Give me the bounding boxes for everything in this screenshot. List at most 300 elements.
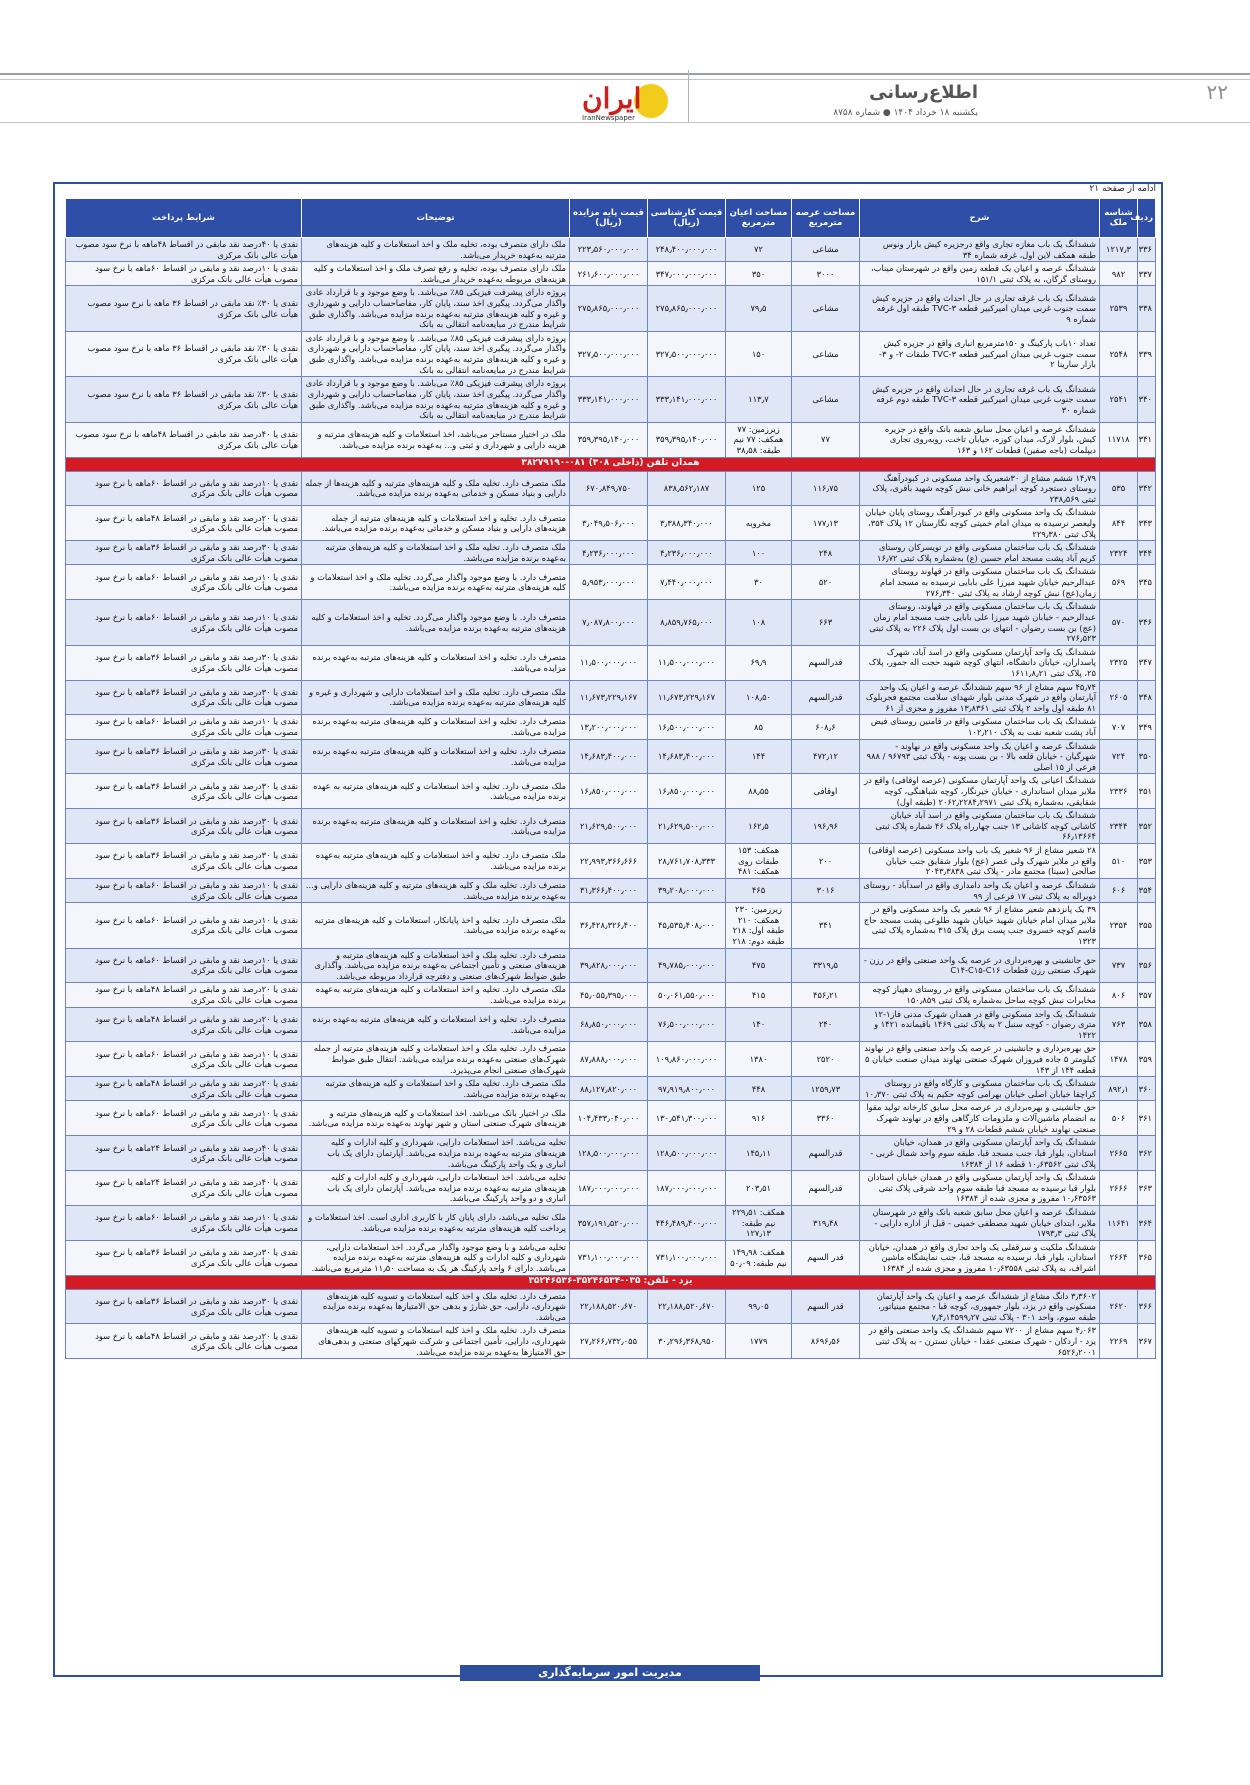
table-row — [66, 471, 1156, 506]
cell-property-id: ۲۵۳۹ — [1100, 286, 1138, 331]
cell-notes: تخلیه می‌باشد و با وضع موجود واگذار می‌گردد. اخذ استعلامات دارایی، شهرداری و کلیه ادارات و کلیه هزینه‌های مترتبه به‌عهده برنده مزایده می‌باشد. دارای ۶ واحد پارکینگ هر یک به مساحت ۱۱٫۵۰ مترمربع می‌باشد. — [302, 1240, 570, 1275]
cell-base-price: ۳۹٫۸۲۸٫۰۰۰٫۰۰۰ — [570, 948, 648, 983]
cell-land-area: ۲۴۸ — [792, 541, 860, 565]
table-row — [66, 1042, 1156, 1077]
cell-payment-terms: نقدی یا ۴۰درصد نقد مابقی در اقساط ۴۸ماهه با نرخ سود مصوب هیأت عالی بانک مرکزی — [66, 238, 302, 262]
cell-payment-terms: نقدی یا ۴۰درصد نقد و مابقی در اقساط ۲۴ماهه با نرخ سود مصوب هیأت عالی بانک مرکزی — [66, 1136, 302, 1171]
cell-property-id: ۱۱۶۴۱ — [1100, 1205, 1138, 1240]
cell-row-number: ۳۵۶ — [1138, 948, 1156, 983]
table-row — [66, 774, 1156, 809]
cell-payment-terms: نقدی یا ۱۰درصد نقد و مابقی در اقساط ۶۰ماهه با نرخ سود مصوب هیأت عالی بانک مرکزی — [66, 1101, 302, 1136]
cell-row-number: ۳۳۹ — [1138, 331, 1156, 376]
column-header-building-area: مساحت اعیان مترمربع — [726, 199, 792, 238]
cell-appraisal-price: ۳۲۷٫۵۰۰٫۰۰۰٫۰۰۰ — [648, 331, 726, 376]
cell-base-price: ۶۸٫۸۵۰٫۰۰۰٫۰۰۰ — [570, 1007, 648, 1042]
cell-building-area: زیرزمین: ۷۷ همکف: ۷۷ نیم طبقه: ۳۸٫۵۸ — [726, 422, 792, 457]
cell-notes: ملک در اختیار مستاجر می‌باشد، اخذ استعلامات و کلیه هزینه‌های مترتبه و هزینه دارایی و شهرداری و ثبتی و... به‌عهده برنده مزایده می‌باشد. — [302, 422, 570, 457]
table-row — [66, 645, 1156, 680]
cell-row-number: ۳۵۳ — [1138, 844, 1156, 879]
cell-land-area: ۳۴۱ — [792, 903, 860, 948]
cell-appraisal-price: ۱۳۰٫۵۴۱٫۳۰۰٫۰۰۰ — [648, 1101, 726, 1136]
cell-land-area: ۲۴۰ — [792, 1007, 860, 1042]
cell-base-price: ۱۴٫۶۸۳٫۴۰۰٫۰۰۰ — [570, 739, 648, 774]
cell-notes: متصرف دارد. تخلیه و اخذ استعلامات و کلیه هزینه‌های مترتبه به‌عهده برنده مزایده می‌باشد. — [302, 715, 570, 739]
cell-appraisal-price: ۱۲۸٫۵۰۰٫۰۰۰٫۰۰۰ — [648, 1136, 726, 1171]
cell-building-area: ۹۹٫۰۵ — [726, 1289, 792, 1324]
cell-row-number: ۳۵۲ — [1138, 809, 1156, 844]
cell-base-price: ۲۷٫۲۶۶٫۷۳۲٫۰۵۵ — [570, 1324, 648, 1359]
table-row — [66, 739, 1156, 774]
table-row — [66, 506, 1156, 541]
cell-description: ششدانگ عرصه و اعیان یک واحد دامداری واقع در اسدآباد - روستای دوبراله به پلاک ثبتی ۱۷ فرعی از ۹۹ — [860, 878, 1100, 902]
cell-base-price: ۴۵٫۰۵۵٫۳۹۵٫۰۰۰ — [570, 983, 648, 1007]
cell-row-number: ۳۶۰ — [1138, 1077, 1156, 1101]
cell-row-number: ۳۶۷ — [1138, 1324, 1156, 1359]
cell-land-area: ۳۳۱۹٫۵ — [792, 948, 860, 983]
cell-description: ششدانگ عرصه و اعیان یک قطعه زمین واقع در شهرستان میناب، روستای گرگان، به پلاک ثبتی ۱۵۱/۱ — [860, 262, 1100, 286]
cell-building-area: ۱۰۸٫۵۰ — [726, 680, 792, 715]
cell-base-price: ۱۳٫۲۰۰٫۰۰۰٫۰۰۰ — [570, 715, 648, 739]
cell-notes: ملک تخلیه می‌باشد، دارای پایان کار با کاربری اداری است. اخذ استعلامات و پرداخت کلیه هزینه‌های مترتبه به‌عهده برنده مزایده می‌باشد. — [302, 1205, 570, 1240]
logo-subtitle: IranNewspaper — [582, 114, 635, 122]
region-row — [66, 457, 1156, 471]
table-row — [66, 1007, 1156, 1042]
cell-base-price: ۱۸۷٫۰۰۰٫۰۰۰٫۰۰۰ — [570, 1171, 648, 1206]
table-row — [66, 1289, 1156, 1324]
cell-property-id: ۵۷۰ — [1100, 600, 1138, 645]
cell-base-price: ۲۶۱٫۶۰۰٫۰۰۰٫۰۰۰ — [570, 262, 648, 286]
cell-building-area: ۱۴۰ — [726, 1007, 792, 1042]
cell-building-area: ۴۴۸ — [726, 1077, 792, 1101]
cell-property-id: ۲۳۴۴ — [1100, 809, 1138, 844]
cell-payment-terms: نقدی یا ۱۰درصد نقد و مابقی در اقساط ۶۰ماهه با نرخ سود مصوب هیأت عالی بانک مرکزی — [66, 948, 302, 983]
cell-notes: ملک متصرف دارد. تخلیه ملک و اخذ استعلامات و کلیه هزینه‌های مترتبه به‌عهده برنده مزایده می‌باشد. — [302, 1077, 570, 1101]
cell-base-price: ۳۲۷٫۵۰۰٫۰۰۰٫۰۰۰ — [570, 331, 648, 376]
region-label: همدان تلفن (داخلی ۳۰۸) ۰۸۱-۳۸۲۷۹۱۹۰ — [66, 457, 1156, 471]
header-rule-thin — [0, 79, 1250, 80]
cell-notes: ملک در اختیار بانک می‌باشد. اخذ استعلامات و کلیه هزینه‌های مترتبه و هزینه‌های شهرک صنعتی استان و شهر نهاوند به‌عهده برنده مزایده می‌باشد. — [302, 1101, 570, 1136]
cell-description: ششدانگ عرصه و اعیان محل سابق شعبه بانک واقع در شهرستان ملایر، ابتدای خیابان شهید مصطفی خمینی - قبل از اداره دارایی - پلاک ثبتی ۱۷۹۳٫۳ — [860, 1205, 1100, 1240]
cell-description: ششدانگ ملکیت و سرقفلی یک واحد تجاری واقع در همدان، خیابان استادان، بلوار قبا، نرسیده به مسجد قبا، جنب نمایشگاه ماشین اشراف، به پلاک ثبتی ۱۰٫۶۳۵۵۸ مفروز و مجزی شده از ۱۶۳۸۴ — [860, 1240, 1100, 1275]
cell-building-area: ۱۰۰ — [726, 541, 792, 565]
cell-property-id: ۱۲۱۷٫۳ — [1100, 238, 1138, 262]
table-row — [66, 565, 1156, 600]
cell-property-id: ۲۳۵۴ — [1100, 903, 1138, 948]
cell-row-number: ۳۴۱ — [1138, 422, 1156, 457]
cell-land-area: مشاعی — [792, 238, 860, 262]
cell-property-id: ۷۳۷ — [1100, 948, 1138, 983]
newspaper-logo — [578, 82, 678, 122]
cell-row-number: ۳۴۶ — [1138, 600, 1156, 645]
cell-description: ۴۵٫۷۴ سهم مشاع از ۹۶ سهم ششدانگ عرصه و اعیان یک واحد آپارتمان واقع در شهرک مدنی بلوار شهدای سلامت مجتمع فجربلوک ۸۱ طبقه اول واحد ۲ پلاک ثبتی ۱۳٫۸۳۶۱ مفروز و مجزی از ۶۱ — [860, 680, 1100, 715]
cell-property-id: ۲۶۶۵ — [1100, 1136, 1138, 1171]
cell-building-area: ۴۷۵ — [726, 948, 792, 983]
cell-payment-terms: نقدی یا ۳۰٪ نقد مابقی در اقساط ۳۶ ماهه با نرخ سود مصوب هیأت عالی بانک مرکزی — [66, 286, 302, 331]
cell-row-number: ۳۴۰ — [1138, 377, 1156, 422]
cell-base-price: ۳۵۹٫۳۹۵٫۱۴۰٫۰۰۰ — [570, 422, 648, 457]
cell-payment-terms: نقدی یا ۱۰درصد نقد و مابقی در اقساط ۶۰ماهه با نرخ سود مصوب هیأت عالی بانک مرکزی — [66, 1042, 302, 1077]
cell-base-price: ۳۵۷٫۱۹۱٫۵۲۰٫۰۰۰ — [570, 1205, 648, 1240]
auction-table — [65, 198, 1156, 1359]
cell-payment-terms: نقدی یا ۴۰درصد نقد مابقی در اقساط ۴۸ماهه با نرخ سود مصوب هیأت عالی بانک مرکزی — [66, 422, 302, 457]
cell-payment-terms: نقدی یا ۱۰درصد نقد و مابقی در اقساط ۶۰ماهه با نرخ سود مصوب هیأت عالی بانک مرکزی — [66, 600, 302, 645]
cell-land-area: ۱۲۵۹٫۷۳ — [792, 1077, 860, 1101]
cell-land-area: ۳۳۶۰ — [792, 1101, 860, 1136]
column-header-base-price: قیمت پایه مزایده (ریال) — [570, 199, 648, 238]
cell-notes: ملک متصرف دارد. تخلیه ملک و کلیه هزینه‌های مترتبه و کلیه هزینه‌ها از جمله دارایی و بنیاد مسکن و خدماتی به‌عهده برنده مزایده می‌باشد. — [302, 471, 570, 506]
cell-base-price: ۲۲۳٫۵۶۰٫۰۰۰٫۰۰۰ — [570, 238, 648, 262]
cell-land-area: ۱۹۶٫۹۶ — [792, 809, 860, 844]
cell-base-price: ۳٫۰۴۹٫۵۰۶٫۰۰۰ — [570, 506, 648, 541]
cell-building-area: ۷۲ — [726, 238, 792, 262]
cell-appraisal-price: ۴۵٫۵۳۵٫۴۰۸٫۰۰۰ — [648, 903, 726, 948]
cell-notes: ملک متصرف دارد. تخلیه و اخذ استعلامات و کلیه هزینه‌های مترتبه به‌عهده برنده مزایده می‌باشد. — [302, 983, 570, 1007]
cell-notes: متصرف دارد. تخلیه ملک و اخذ کلیه استعلامات و تسویه کلیه هزینه‌های شهرداری، دارایی، حق شارژ و بدهی حق الامتیازها به‌عهده برنده مزایده می‌باشد. — [302, 1289, 570, 1324]
cell-description: تعداد ۱۰باب پارکینگ و ۱۵۰مترمربع انباری واقع در جزیره کیش سمت جنوب غربی میدان امیرکبیر قطعه TVC-۳ طبقات ۲- و ۳- بازار سارینا ۲ — [860, 331, 1100, 376]
cell-description: ششدانگ یک باب ساختمان مسکونی واقع در قامنین روستای فیض آباد پشت شعبه نفت به پلاک ۱۰۲٫۲۱۰ — [860, 715, 1100, 739]
cell-row-number: ۳۶۳ — [1138, 1171, 1156, 1206]
cell-notes: متصرف دارد. با وضع موجود واگذار می‌گردد. تخلیه و اخذ استعلامات و کلیه هزینه‌های مترتبه به‌عهده برنده مزایده می‌باشد. — [302, 600, 570, 645]
cell-property-id: ۷۲۴ — [1100, 739, 1138, 774]
table-row — [66, 1324, 1156, 1359]
header-rule-bottom — [0, 122, 1250, 123]
table-row — [66, 1205, 1156, 1240]
cell-row-number: ۳۳۶ — [1138, 238, 1156, 262]
cell-appraisal-price: ۲۴۸٫۴۰۰٫۰۰۰٫۰۰۰ — [648, 238, 726, 262]
cell-appraisal-price: ۱۰۹٫۸۶۰٫۰۰۰٫۰۰۰ — [648, 1042, 726, 1077]
cell-description: ۲۸ شعیر مشاع از ۹۶ شعیر یک باب واحد مسکونی (عرصه اوقافی) واقع در ملایر شهرک ولی عصر (عج) بلوار شقایق جنب خیابان صالحی (سینا) مجتمع مادر - پلاک ثبتی ۲۰۴۳٫۳۸۳۸ — [860, 844, 1100, 879]
cell-notes: متصرف دارد. تخلیه و اخذ استعلامات و کلیه هزینه‌های مترتبه به‌عهده برنده مزایده می‌باشد. — [302, 739, 570, 774]
table-row — [66, 948, 1156, 983]
cell-payment-terms: نقدی یا ۳۰درصد نقد و مابقی در اقساط ۳۶ماهه با نرخ سود مصوب هیأت عالی بانک مرکزی — [66, 809, 302, 844]
cell-notes: ملک متصرف دارد. تخلیه و اخذ پایانکار، استعلامات و کلیه هزینه‌های مترتبه به‌عهده برنده مزایده می‌باشد. — [302, 903, 570, 948]
cell-base-price: ۲۱٫۶۲۹٫۵۰۰٫۰۰۰ — [570, 809, 648, 844]
cell-description: حق جانشینی و بهره‌برداری در عرصه محل سابق کارخانه تولید مقوا به انضمام ماشین‌آلات و ملزومات کارگاهی واقع در نهاوند شهرک صنعتی نهاوند خیابان ششم قطعات ۲۸ و ۲۹ — [860, 1101, 1100, 1136]
cell-base-price: ۷۳۱٫۱۰۰٫۰۰۰٫۰۰۰ — [570, 1240, 648, 1275]
cell-notes: پروژه دارای پیشرفت فیزیکی ۸۵٪ می‌باشد. با وضع موجود و با قرارداد عادی واگذار می‌گردد. پیگیری اخذ سند، پایان کار، مفاصاحساب دارایی و شهرداری و غیره و کلیه هزینه‌های مترتبه به‌عهده برنده مزایده می‌باشد. واگذاری طبق شرایط مندرج در مبایعه‌نامه انتقالی به بانک — [302, 286, 570, 331]
cell-row-number: ۳۵۴ — [1138, 878, 1156, 902]
cell-land-area: ۳۰۰۰ — [792, 262, 860, 286]
cell-row-number: ۳۴۲ — [1138, 471, 1156, 506]
cell-property-id: ۶۰۶ — [1100, 878, 1138, 902]
cell-base-price: ۸۷٫۸۸۸٫۰۰۰٫۰۰۰ — [570, 1042, 648, 1077]
cell-payment-terms: نقدی یا ۱۰درصد نقد و مابقی در اقساط ۶۰ماهه با نرخ سود مصوب هیأت عالی بانک مرکزی — [66, 471, 302, 506]
cell-description: ششدانگ یک باب ساختمان مسکونی واقع در اسد آباد خیابان کاشانی کوچه کاشانی ۱۳ جنب چهارراه پلاک ۴۶ شماره پلاک ثبتی ۶۶٫۱۳۶۶۴ — [860, 809, 1100, 844]
cell-row-number: ۳۵۰ — [1138, 739, 1156, 774]
cell-description: ۱۴٫۷۹ ششم مشاع از ۳۰شعیریک واحد مسکونی در کبودرآهنگ روستای دستجرد کوچه ابراهیم خانی نبش کوچه شهید باقری، پلاک ثبتی ۲۳۸٫۵۶۹ — [860, 471, 1100, 506]
cell-building-area: ۱۶۲٫۵ — [726, 809, 792, 844]
cell-appraisal-price: ۱۶٫۵۰۰٫۰۰۰٫۰۰۰ — [648, 715, 726, 739]
cell-payment-terms: نقدی یا ۱۰درصد نقد و مابقی در اقساط ۶۰ماهه با نرخ سود مصوب هیأت عالی بانک مرکزی — [66, 878, 302, 902]
cell-appraisal-price: ۴۴۶٫۴۸۹٫۴۰۰٫۰۰۰ — [648, 1205, 726, 1240]
cell-land-area: ۳۱۹٫۴۸ — [792, 1205, 860, 1240]
cell-building-area: زیرزمین: ۲۳۰ همکف: ۲۱۰ طبقه اول: ۲۱۸ طبقه دوم: ۲۱۸ — [726, 903, 792, 948]
cell-land-area: ۲۵۲۰ — [792, 1042, 860, 1077]
cell-notes: متصرف دارد. با وضع موجود واگذار می‌گردد. تخلیه ملک و اخذ استعلامات و کلیه هزینه‌های مترتبه به‌عهده برنده مزایده می‌باشد. — [302, 565, 570, 600]
cell-property-id: ۲۳۳۶ — [1100, 774, 1138, 809]
cell-payment-terms: نقدی یا ۳۰درصد نقد و مابقی در اقساط ۳۶ماهه با نرخ سود مصوب هیأت عالی بانک مرکزی — [66, 774, 302, 809]
cell-payment-terms: نقدی یا ۱۰درصد نقد و مابقی در اقساط ۶۰ماهه با نرخ سود مصوب هیأت عالی بانک مرکزی — [66, 565, 302, 600]
cell-description: حق جانشینی و بهره‌برداری در عرصه یک واحد صنعتی واقع در رزن - شهرک صنعتی رزن قطعات C۱۴-C۱۵-C۱۶ — [860, 948, 1100, 983]
cell-property-id: ۵۶۹ — [1100, 565, 1138, 600]
cell-base-price: ۸۸٫۱۲۷٫۸۲۰٫۰۰۰ — [570, 1077, 648, 1101]
cell-base-price: ۳۶٫۴۲۸٫۳۲۶٫۴۰۰ — [570, 903, 648, 948]
cell-building-area: ۱۰۸ — [726, 600, 792, 645]
table-row — [66, 600, 1156, 645]
cell-appraisal-price: ۳۵۹٫۳۹۵٫۱۴۰٫۰۰۰ — [648, 422, 726, 457]
table-row — [66, 809, 1156, 844]
cell-base-price: ۲۲٫۹۹۳٫۳۶۶٫۶۶۶ — [570, 844, 648, 879]
issue-line: یکشنبه ۱۸ خرداد ۱۴۰۴ ● شماره ۸۷۵۸ — [833, 108, 978, 118]
cell-payment-terms: نقدی یا ۳۰درصد نقد و مابقی در اقساط ۳۶ماهه با نرخ سود مصوب هیأت عالی بانک مرکزی — [66, 680, 302, 715]
cell-row-number: ۳۴۳ — [1138, 506, 1156, 541]
region-row — [66, 1275, 1156, 1289]
cell-payment-terms: نقدی یا ۳۰درصد نقد و مابقی در اقساط ۳۶ماهه با نرخ سود مصوب هیأت عالی بانک مرکزی — [66, 739, 302, 774]
cell-appraisal-price: ۱۱٫۶۷۳٫۲۲۹٫۱۶۷ — [648, 680, 726, 715]
cell-appraisal-price: ۲۷۵٫۸۶۵٫۰۰۰٫۰۰۰ — [648, 286, 726, 331]
cell-building-area: ۱۴۴ — [726, 739, 792, 774]
cell-building-area: ۱۴۵٫۱۱ — [726, 1136, 792, 1171]
cell-notes: متصرف دارد. تخلیه و اخذ استعلامات و کلیه هزینه‌های مترتبه به‌عهده برنده مزایده می‌باشد. — [302, 809, 570, 844]
cell-payment-terms: نقدی یا ۳۰درصد نقد و مابقی در اقساط ۳۶ماهه با نرخ سود مصوب هیأت عالی بانک مرکزی — [66, 844, 302, 879]
cell-appraisal-price: ۱۶٫۸۵۰٫۰۰۰٫۰۰۰ — [648, 774, 726, 809]
cell-notes: ملک متصرف دارد. تخلیه و اخذ استعلامات و کلیه هزینه‌های مترتبه به عهده برنده مزایده می‌باشد. — [302, 774, 570, 809]
cell-base-price: ۳۳۳٫۱۴۱٫۰۰۰٫۰۰۰ — [570, 377, 648, 422]
cell-base-price: ۱۲۸٫۵۰۰٫۰۰۰٫۰۰۰ — [570, 1136, 648, 1171]
cell-payment-terms: نقدی یا ۳۰درصد نقد و مابقی در اقساط ۳۶ماهه با نرخ سود مصوب هیأت عالی بانک مرکزی — [66, 645, 302, 680]
cell-base-price: ۱۱٫۵۰۰٫۰۰۰٫۰۰۰ — [570, 645, 648, 680]
cell-payment-terms: نقدی یا ۲۰درصد نقد و مابقی در اقساط ۴۸ماهه با نرخ سود مصوب هیأت عالی بانک مرکزی — [66, 1077, 302, 1101]
cell-base-price: ۱۱٫۶۷۳٫۲۲۹٫۱۶۷ — [570, 680, 648, 715]
cell-payment-terms: نقدی یا ۱۰درصد نقد و مابقی در اقساط ۶۰ماهه با نرخ سود مصوب هیأت عالی بانک مرکزی — [66, 715, 302, 739]
cell-land-area: قدر السهم — [792, 1289, 860, 1324]
cell-row-number: ۳۴۷ — [1138, 645, 1156, 680]
cell-building-area: مخروبه — [726, 506, 792, 541]
cell-description: ۳۹ یک پانزدهم شعیر مشاع از ۹۶ شعیر یک واحد مسکونی واقع در ملایر میدان امام خیابان شهید خیابان شهید طلوعی پشت مسجد حاج قاسم کوچه خسروی جنب پست برق پلاک ۳۱۵ به‌شماره پلاک ثبتی ۱۳۲۳ — [860, 903, 1100, 948]
cell-building-area: ۱۱۳٫۷ — [726, 377, 792, 422]
table-row — [66, 541, 1156, 565]
cell-property-id: ۲۶۶۴ — [1100, 1240, 1138, 1275]
cell-property-id: ۹۸۲ — [1100, 262, 1138, 286]
cell-building-area: ۷۹٫۵ — [726, 286, 792, 331]
cell-property-id: ۸۹۲٫۱ — [1100, 1077, 1138, 1101]
cell-base-price: ۵٫۹۵۳٫۰۰۰٫۰۰۰ — [570, 565, 648, 600]
cell-building-area: ۳۰ — [726, 565, 792, 600]
cell-building-area: ۱۵۰ — [726, 331, 792, 376]
cell-row-number: ۳۵۵ — [1138, 903, 1156, 948]
cell-property-id: ۱۴۷۸ — [1100, 1042, 1138, 1077]
cell-land-area: ۴۷۲٫۱۲ — [792, 739, 860, 774]
cell-base-price: ۳۱٫۳۶۶٫۴۰۰٫۰۰۰ — [570, 878, 648, 902]
cell-row-number: ۳۵۸ — [1138, 1007, 1156, 1042]
table-row — [66, 1101, 1156, 1136]
cell-description: ششدانگ یک باب ساختمان مسکونی و کارگاه واقع در روستای کراچقا خیابان اصلی خیابان بهرامی کوچه حکیم به پلاک ثبتی ۱۰٫۳۷۰ — [860, 1077, 1100, 1101]
cell-building-area: همکف: ۲۲۹٫۵۱ نیم طبقه: ۱۲۷٫۱۳ — [726, 1205, 792, 1240]
column-header-payment-terms: شرایط پرداخت — [66, 199, 302, 238]
cell-property-id: ۲۲۶۹ — [1100, 1324, 1138, 1359]
cell-description: ششدانگ یک باب مغازه تجاری واقع درجزیره کیش بازار ونوس طبقه همکف لاین اول، غرفه شماره ۳۴ — [860, 238, 1100, 262]
cell-description: ۴٫۰۶۳ سهم مشاع از ۷۲۰۰ سهم ششدانگ یک واحد صنعتی واقع در یزد - اردکان - شهرک صنعتی عقدا - خیابان نسترن - به پلاک ثبتی ۶۵۲۶٫۲۰۰۱ — [860, 1324, 1100, 1359]
cell-appraisal-price: ۷٫۴۴۰٫۰۰۰٫۰۰۰ — [648, 565, 726, 600]
cell-property-id: ۲۵۴۱ — [1100, 377, 1138, 422]
cell-property-id: ۸۴۴ — [1100, 506, 1138, 541]
cell-building-area: ۹۱۶ — [726, 1101, 792, 1136]
cell-notes: متصرف دارد. تخلیه و اخذ استعلامات و کلیه هزینه‌های مترتبه به‌عهده برنده مزایده می‌باشد. — [302, 645, 570, 680]
cell-land-area: ۸۶۹۶٫۵۶ — [792, 1324, 860, 1359]
cell-land-area: قدرالسهم — [792, 645, 860, 680]
cell-notes: متصرف دارد. تخلیه ملک و اخذ کلیه استعلامات و تسویه کلیه هزینه‌های شهرداری، دارایی، تأمین اجتماعی و شرکت شهرکهای صنعتی و بدهی‌های حق الامتیازها به‌عهده برنده مزایده می‌باشد. — [302, 1324, 570, 1359]
cell-building-area: ۴۶۵ — [726, 878, 792, 902]
cell-appraisal-price: ۸٫۸۵۹٫۷۶۵٫۰۰۰ — [648, 600, 726, 645]
cell-appraisal-price: ۲۲٫۱۸۸٫۵۲۰٫۶۷۰ — [648, 1289, 726, 1324]
cell-building-area: ۸۸٫۵۵ — [726, 774, 792, 809]
cell-property-id: ۱۱۷۱۸ — [1100, 422, 1138, 457]
cell-payment-terms: نقدی یا ۳۰درصد نقد و مابقی در اقساط ۳۶ماهه با نرخ سود مصوب هیأت عالی بانک مرکزی — [66, 1240, 302, 1275]
cell-land-area: مشاعی — [792, 377, 860, 422]
cell-description: ششدانگ یک باب غرفه تجاری در حال احداث واقع در جزیره کیش سمت جنوب غربی میدان امیرکبیر قطعه TVC-۳ طبقه اول غرفه شماره ۹ — [860, 286, 1100, 331]
table-row — [66, 422, 1156, 457]
cell-row-number: ۳۳۸ — [1138, 286, 1156, 331]
cell-building-area: ۲۰۳٫۵۱ — [726, 1171, 792, 1206]
cell-appraisal-price: ۱۸۷٫۰۰۰٫۰۰۰٫۰۰۰ — [648, 1171, 726, 1206]
cell-building-area: ۶۹٫۹ — [726, 645, 792, 680]
cell-description: ششدانگ یک باب ساختمان مسکونی واقع در قهاوند، روستای عبدالرحیم - خیابان شهید میرزا علی بابایی جنب مسجد امام زمان (عج) بن بست رضوان - انتهای بن بست اول پلاک ۲۲۶ به پلاک ثبتی ۲۷۶٫۵۲۳ — [860, 600, 1100, 645]
cell-notes: متصرف دارد. تخلیه ملک و کلیه هزینه‌های مترتبه و کلیه هزینه‌های دارایی و... به‌عهده برنده مزایده می‌باشد. — [302, 878, 570, 902]
cell-row-number: ۳۶۱ — [1138, 1101, 1156, 1136]
cell-building-area: همکف: ۱۵۳ طبقات روی همکف: ۴۸۱ — [726, 844, 792, 879]
cell-notes: متصرف دارد. تخلیه ملک و اخذ استعلامات و کلیه هزینه‌های مترتبه و هزینه‌های صنعتی و تأمین اجتماعی به‌عهده برنده مزایده می‌باشد. واگذاری طبق ضوابط شهرک‌های صنعتی و دفترچه قرارداد مربوطه می‌باشد. — [302, 948, 570, 983]
column-header-appraisal-price: قیمت کارشناسی (ریال) — [648, 199, 726, 238]
cell-base-price: ۴٫۲۳۶٫۰۰۰٫۰۰۰ — [570, 541, 648, 565]
cell-land-area: مشاعی — [792, 286, 860, 331]
table-row — [66, 238, 1156, 262]
cell-appraisal-price: ۳۹٫۲۰۸٫۰۰۰٫۰۰۰ — [648, 878, 726, 902]
column-header-description: شرح — [860, 199, 1100, 238]
cell-notes: تخلیه می‌باشد. اخذ استعلامات دارایی، شهرداری و کلیه ادارات و کلیه هزینه‌های مترتبه به‌عهده برنده مزایده می‌باشد. آپارتمان دارای یک باب انباری و یک واحد پارکینگ می‌باشد. — [302, 1136, 570, 1171]
table-row — [66, 377, 1156, 422]
cell-notes: ملک دارای متصرف بوده، تخلیه و رفع تصرف ملک و اخذ استعلامات و کلیه هزینه‌های مربوطه به‌عهده خریدار می‌باشد. — [302, 262, 570, 286]
cell-notes: متصرف دارد. تخلیه و اخذ استعلامات و کلیه هزینه‌های مترتبه به‌عهده برنده مزایده می‌باشد. — [302, 1007, 570, 1042]
cell-appraisal-price: ۹۷٫۹۱۹٫۸۰۰٫۰۰۰ — [648, 1077, 726, 1101]
column-header-notes: توضیحات — [302, 199, 570, 238]
cell-building-area: ۳۵۰ — [726, 262, 792, 286]
footer-signature: مدیریت امور سرمایه‌گذاری — [460, 1665, 760, 1681]
cell-description: ششدانگ یک واحد آپارتمان مسکونی واقع در همدان، خیابان استادان، بلوار قبا، جنب مسجد قبا، طبقه سوم واحد شمال غربی - پلاک ثبتی ۱۰٫۶۳۵۶۲ قطعه ۱۶ از ۱۶۳۸۴ — [860, 1136, 1100, 1171]
cell-land-area: ۵۲۰ — [792, 565, 860, 600]
logo-name: ایران — [582, 82, 642, 115]
cell-appraisal-price: ۲۱٫۶۲۹٫۵۰۰٫۰۰۰ — [648, 809, 726, 844]
cell-land-area: ۲۰۰ — [792, 844, 860, 879]
cell-row-number: ۳۶۴ — [1138, 1205, 1156, 1240]
cell-payment-terms: نقدی یا ۲۰درصد نقد و مابقی در اقساط ۴۸ماهه با نرخ سود مصوب هیأت عالی بانک مرکزی — [66, 506, 302, 541]
cell-land-area: قدرالسهم — [792, 680, 860, 715]
cell-description: ششدانگ یک واحد آپارتمان مسکونی واقع در اسد آباد، شهرک پاسداران، خیابان دانشگاه، انتهای کوچه شهید حجت اله جمور، پلاک ۲۵، پلاک ثبتی ۱۶۱۱٫۸٫۲۱ — [860, 645, 1100, 680]
cell-base-price: ۲۲٫۱۸۸٫۵۲۰٫۶۷۰ — [570, 1289, 648, 1324]
cell-property-id: ۸۰۶ — [1100, 983, 1138, 1007]
cell-description: ششدانگ یک واحد آپارتمان مسکونی واقع در همدان خیابان استادان بلوار قبا نرسیده به مسجد قبا طبقه سوم واحد شرقی پلاک ثبتی ۱۰٫۶۳۵۶۳ مفروز و مجزی شده از ۱۶۳۸۴ — [860, 1171, 1100, 1206]
cell-notes: تخلیه می‌باشد. اخذ استعلامات دارایی، شهرداری و کلیه ادارات و کلیه هزینه‌های مترتبه به‌عهده برنده مزایده می‌باشد. آپارتمان دارای یک باب انباری و دو واحد پارکینگ می‌باشد. — [302, 1171, 570, 1206]
column-header-land-area: مساحت عرصه مترمربع — [792, 199, 860, 238]
continued-note: ادامه از صفحه ۲۱ — [1089, 184, 1156, 194]
table-row — [66, 983, 1156, 1007]
table-row — [66, 680, 1156, 715]
cell-appraisal-price: ۴۹٫۷۸۵٫۰۰۰٫۰۰۰ — [648, 948, 726, 983]
cell-payment-terms: نقدی یا ۳۰درصد نقد و مابقی در اقساط ۳۶ماهه با نرخ سود مصوب هیأت عالی بانک مرکزی — [66, 541, 302, 565]
header-separator — [688, 70, 689, 122]
cell-appraisal-price: ۸۳۸٫۵۶۲٫۱۸۷ — [648, 471, 726, 506]
cell-appraisal-price: ۷۶٫۵۰۰٫۰۰۰٫۰۰۰ — [648, 1007, 726, 1042]
cell-property-id: ۵۰۶ — [1100, 1101, 1138, 1136]
cell-description: ششدانگ عرصه و اعیان یک واحد مسکونی واقع در نهاوند - شهرگیان - خیابان قلعه بالا - بن بست پونه - پلاک ثبتی ۹۶۷۹۳ / ۹۸۸ فرعی از ۱۵ اصلی — [860, 739, 1100, 774]
section-title: اطلاع‌رسانی — [869, 82, 978, 103]
cell-land-area: ۴۵۶٫۲۱ — [792, 983, 860, 1007]
cell-appraisal-price: ۱۱٫۵۰۰٫۰۰۰٫۰۰۰ — [648, 645, 726, 680]
cell-notes: ملک متصرف دارد. تخلیه ملک و اخذ استعلامات و کلیه هزینه‌های مترتبه به‌عهده برنده مزایده می‌باشد. — [302, 541, 570, 565]
cell-row-number: ۳۶۲ — [1138, 1136, 1156, 1171]
cell-base-price: ۶۷۰٫۸۴۹٫۷۵۰ — [570, 471, 648, 506]
cell-land-area: قدرالسهم — [792, 1136, 860, 1171]
table-row — [66, 903, 1156, 948]
cell-payment-terms: نقدی یا ۳۰٪ نقد مابقی در اقساط ۳۶ ماهه با نرخ سود مصوب هیأت عالی بانک مرکزی — [66, 377, 302, 422]
cell-payment-terms: نقدی یا ۲۰درصد نقد و مابقی در اقساط ۴۸ماهه با نرخ سود مصوب هیأت عالی بانک مرکزی — [66, 1007, 302, 1042]
cell-land-area: ۱۱۶٫۷۵ — [792, 471, 860, 506]
table-row — [66, 1171, 1156, 1206]
cell-land-area: ۶۰۸٫۶ — [792, 715, 860, 739]
table-row — [66, 715, 1156, 739]
cell-row-number: ۳۴۴ — [1138, 541, 1156, 565]
cell-property-id: ۷۰۷ — [1100, 715, 1138, 739]
table-row — [66, 286, 1156, 331]
cell-row-number: ۳۴۸ — [1138, 680, 1156, 715]
cell-base-price: ۱۰۴٫۴۳۳٫۰۴۰٫۰۰۰ — [570, 1101, 648, 1136]
table-row — [66, 331, 1156, 376]
cell-base-price: ۷٫۰۸۷٫۸۰۰٫۰۰۰ — [570, 600, 648, 645]
cell-appraisal-price: ۳۴۷٫۰۰۰٫۰۰۰٫۰۰۰ — [648, 262, 726, 286]
cell-land-area: ۱۷۷٫۱۳ — [792, 506, 860, 541]
cell-payment-terms: نقدی یا ۱۰درصد نقد و مابقی در اقساط ۶۰ماهه با نرخ سود مصوب هیأت عالی بانک مرکزی — [66, 262, 302, 286]
cell-payment-terms: نقدی یا ۲۰درصد نقد و مابقی در اقساط ۴۸ماهه با نرخ سود مصوب هیأت عالی بانک مرکزی — [66, 983, 302, 1007]
cell-description: ششدانگ یک باب غرفه تجاری در حال احداث واقع در جزیره کیش سمت جنوب غربی میدان امیرکبیر قطعه TVC-۳ طبقه دوم غرفه شماره ۳۰ — [860, 377, 1100, 422]
table-row — [66, 262, 1156, 286]
cell-building-area: ۱۲۵ — [726, 471, 792, 506]
header-rule — [0, 73, 1250, 75]
table-row — [66, 1077, 1156, 1101]
cell-building-area: ۴۱۵ — [726, 983, 792, 1007]
cell-row-number: ۳۵۱ — [1138, 774, 1156, 809]
cell-building-area: ۱۳۸۰ — [726, 1042, 792, 1077]
cell-building-area: ۸۵ — [726, 715, 792, 739]
cell-row-number: ۳۵۹ — [1138, 1042, 1156, 1077]
table-row — [66, 878, 1156, 902]
cell-row-number: ۳۵۷ — [1138, 983, 1156, 1007]
cell-notes: متصرف دارد. تخلیه ملک و اخذ استعلامات و کلیه هزینه‌های مترتبه از جمله شهرک‌های صنعتی به‌عهده برنده مزایده می‌باشد. انتقال طبق ضوابط شهرک‌های صنعتی انجام می‌پذیرد. — [302, 1042, 570, 1077]
column-header-row-number: ردیف — [1138, 199, 1156, 238]
cell-notes: ملک دارای متصرف بوده، تخلیه ملک و اخذ استعلامات و کلیه هزینه‌های مترتبه به‌عهده خریدار می‌باشد. — [302, 238, 570, 262]
table-header-row — [66, 199, 1156, 238]
cell-appraisal-price: ۳٫۳۸۸٫۳۴۰٫۰۰۰ — [648, 506, 726, 541]
cell-building-area: همکف: ۱۴۹٫۹۸ نیم طبقه: ۵۰٫۰۹ — [726, 1240, 792, 1275]
cell-property-id: ۲۶۶۶ — [1100, 1171, 1138, 1206]
cell-row-number: ۳۴۹ — [1138, 715, 1156, 739]
table-row — [66, 1136, 1156, 1171]
cell-property-id: ۲۶۰۵ — [1100, 680, 1138, 715]
cell-base-price: ۱۶٫۸۵۰٫۰۰۰٫۰۰۰ — [570, 774, 648, 809]
region-label: یزد - تلفن: ۰۳۵-۳۵۲۴۶۵۳۴-۳۵۲۴۶۵۳۶ — [66, 1275, 1156, 1289]
cell-appraisal-price: ۵۰٫۰۶۱٫۵۵۰٫۰۰۰ — [648, 983, 726, 1007]
cell-property-id: ۲۶۲۰ — [1100, 1289, 1138, 1324]
cell-payment-terms: نقدی یا ۲۰درصد نقد و مابقی در اقساط ۴۸ماهه با نرخ سود مصوب هیأت عالی بانک مرکزی — [66, 1324, 302, 1359]
cell-property-id: ۲۵۴۸ — [1100, 331, 1138, 376]
